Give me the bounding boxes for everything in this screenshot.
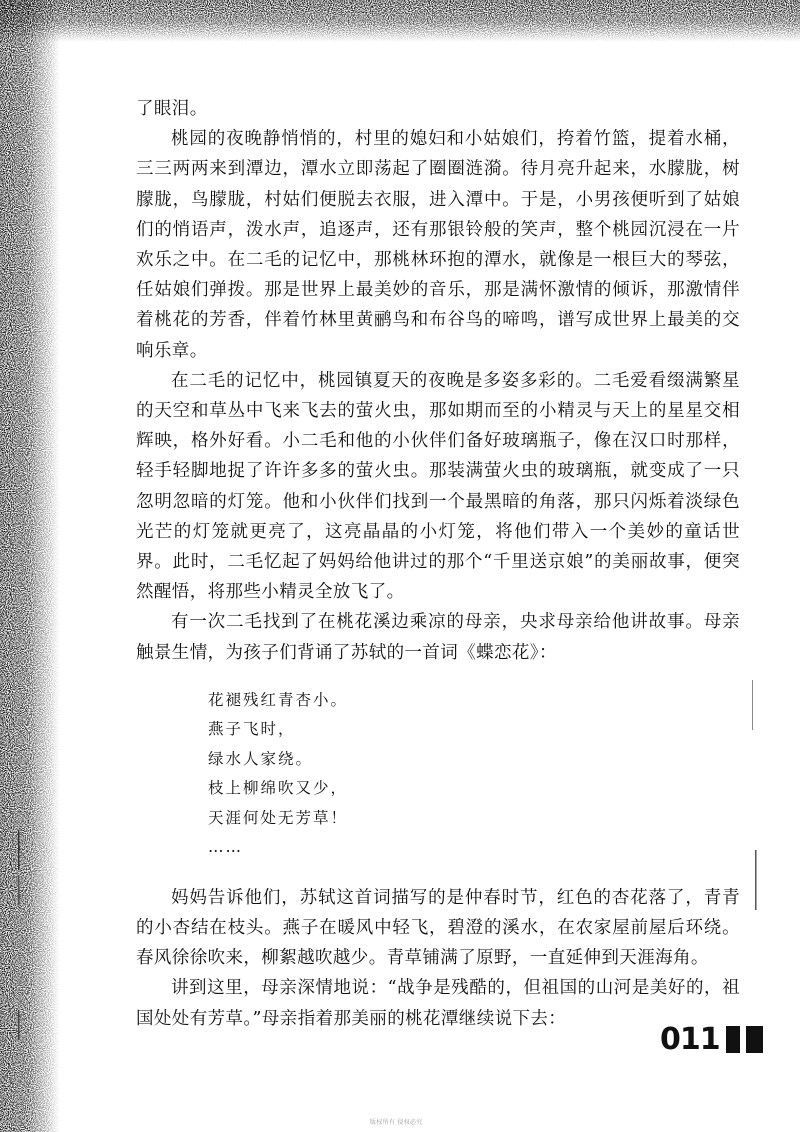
poem-line: …… — [208, 838, 243, 857]
paragraph: 妈妈告诉他们，苏轼这首词描写的是仲春时节，红色的杏花落了，青青的小杏结在枝头。燕子在暖风中轻飞，碧澄的溪水，在农家屋前屋后环绕。春风徐徐吹来，柳絮越吹越少。青草铺满了原野，一直延伸到天涯海角。 — [136, 887, 740, 969]
page-body — [136, 94, 740, 1034]
poem-line: 绿水人家绕。 — [208, 749, 314, 768]
page-number-text: 011 — [660, 1021, 720, 1057]
poem-line: 花褪残红青杏小。 — [208, 690, 349, 709]
page-number-block — [726, 1026, 740, 1053]
poem-line: 枝上柳绵吹又少， — [208, 779, 349, 798]
page-number — [660, 1022, 763, 1056]
poem-line: 天涯何处无芳草！ — [208, 808, 349, 827]
paragraph: 了眼泪。 — [136, 99, 208, 119]
paragraph: 在二毛的记忆中，桃园镇夏天的夜晚是多姿多彩的。二毛爱看缀满繁星的天空和草丛中飞来飞去的萤火虫，那如期而至的小精灵与天上的星星交相辉映，格外好看。小二毛和他的小伙伴们备好玻璃瓶子，像在汉口时那样，轻手轻脚地捉了许许多多的萤火虫。那装满萤火虫的玻璃瓶，就变成了一只忽明忽暗的灯笼。他和小伙伴们找到一个最黑暗的角落，那只闪烁着淡绿色光芒的灯笼就更亮了，这亮晶晶的小灯笼，将他们带入一个美妙的童话世界。此时，二毛忆起了妈妈给他讲过的那个“千里送京娘”的美丽故事，便突然醒悟，将那些小精灵全放飞了。 — [136, 370, 740, 603]
page-number-block — [746, 1026, 763, 1053]
poem-block — [208, 686, 740, 863]
paragraph: 有一次二毛找到了在桃花溪边乘凉的母亲，央求母亲给他讲故事。母亲触景生情，为孩子们背诵了苏轼的一首词《蝶恋花》： — [136, 612, 740, 663]
footer-text: 版权所有 侵权必究 — [370, 1119, 423, 1126]
paragraph: 桃园的夜晚静悄悄的，村里的媳妇和小姑娘们，挎着竹篮，提着水桶，三三两两来到潭边，潭水立即荡起了圈圈涟漪。待月亮升起来，水朦胧，树朦胧，鸟朦胧，村姑们便脱去衣服，进入潭中。于是，小男孩便听到了姑娘们的悄语声，泼水声，追逐声，还有那银铃般的笑声，整个桃园沉浸在一片欢乐之中。在二毛的记忆中，那桃林环抱的潭水，就像是一根巨大的琴弦，任姑娘们弹拨。那是世界上最美妙的音乐，那是满怀激情的倾诉，那激情伴着桃花的芳香，伴着竹林里黄鹂鸟和布谷鸟的啼鸣，谱写成世界上最美的交响乐章。 — [136, 129, 740, 361]
poem-line: 燕子飞时， — [208, 720, 296, 739]
paragraph: 讲到这里，母亲深情地说：“战争是残酷的，但祖国的山河是美好的，祖国处处有芳草。”母亲指着那美丽的桃花潭继续说下去： — [136, 978, 740, 1029]
